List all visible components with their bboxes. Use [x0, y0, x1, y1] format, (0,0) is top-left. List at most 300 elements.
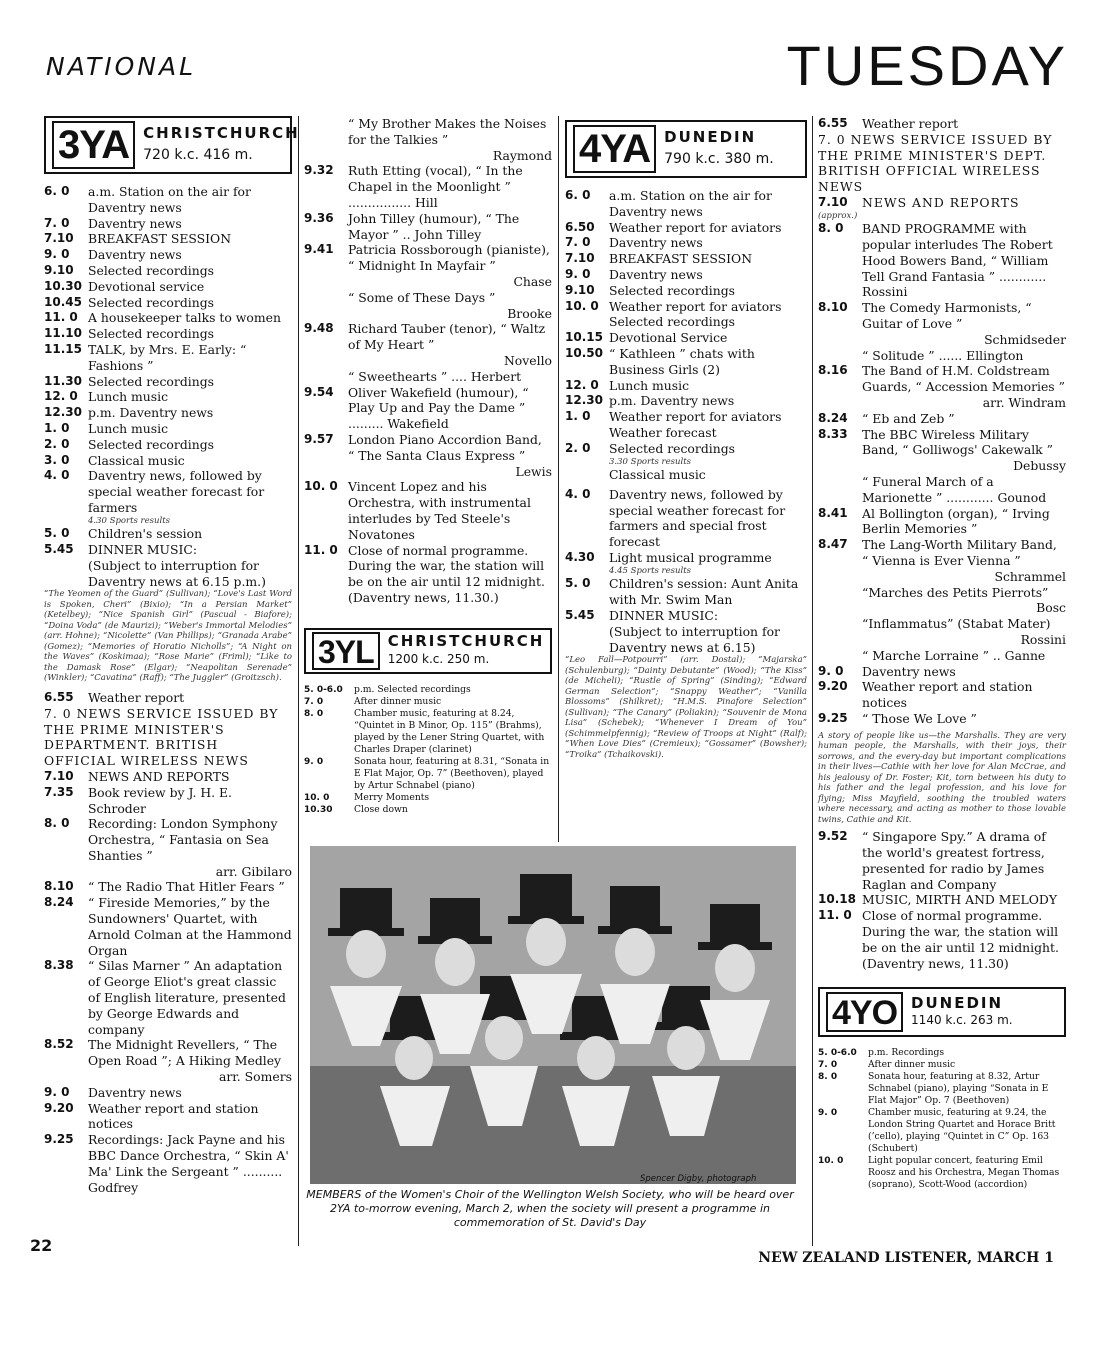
entry-text: p.m. Daventry news — [88, 405, 214, 421]
entry-text: “ The Radio That Hitler Fears ” — [88, 879, 285, 895]
station-city: CHRISTCHURCH — [143, 124, 300, 143]
entry-time: 3. 0 — [44, 452, 70, 467]
entry-text: Daventry news, followed by special weather forecast for farmers — [88, 468, 265, 515]
programme-entry — [44, 816, 292, 863]
entry-text: Classical music — [88, 452, 185, 468]
entry-time: 8.10 — [818, 300, 848, 315]
programme-entry — [44, 389, 292, 405]
programme-item: “ Sweethearts ” .... Herbert — [348, 368, 522, 384]
programme-entry — [565, 283, 807, 299]
approx-note: (approx.) — [818, 210, 858, 221]
news-service: 7. 0 NEWS SERVICE ISSUED BY THE PRIME MINISTER'S DEPT. BRITISH OFFICIAL WIRELESS NEWS — [818, 131, 1053, 195]
entry-text: “ Singapore Spy.” A drama of the world's greatest fortress, presented for radio by James Raglan and Company — [862, 829, 1046, 892]
photo-credit: Spencer Digby, photograph — [640, 1174, 757, 1184]
programme-entry — [44, 342, 292, 374]
entry-text: Daventry news — [88, 247, 182, 263]
entry-text: Daventry news — [88, 215, 182, 231]
entry-time: 11.10 — [44, 326, 82, 341]
column-4ya-continued — [818, 116, 1066, 1191]
composer: arr. Windram — [982, 395, 1066, 411]
programme-entry — [818, 506, 1066, 538]
station-city: CHRISTCHURCH — [387, 631, 545, 650]
entry-text: Children's session — [88, 526, 203, 542]
programme-entry — [44, 1132, 292, 1195]
programme-entry — [818, 711, 1066, 727]
entry-text: “ Those We Love ” — [862, 710, 977, 726]
entry-text: Close down — [354, 803, 408, 815]
entry-time: 5. 0-6.0 — [304, 684, 343, 695]
programme-entry — [565, 330, 807, 346]
entry-text: The BBC Wireless Military Band, “ Golliwogs' Cakewalk ” — [862, 426, 1053, 458]
station-call: 4YO — [826, 992, 903, 1032]
entry-time: 9.32 — [304, 163, 334, 178]
entry-time: 7. 0 — [565, 235, 591, 250]
entry-text: Book review by J. H. E. Schroder — [88, 784, 232, 816]
composer: Debussy — [1013, 458, 1066, 474]
entry-text: Merry Moments — [354, 791, 430, 803]
programme-entry — [818, 679, 1066, 711]
entry-text: BREAKFAST SESSION — [88, 231, 232, 247]
entry-text: Selected recordings — [88, 373, 214, 389]
entry-time: 8. 0 — [44, 816, 70, 831]
programme-entry — [44, 374, 292, 390]
programme-entry — [304, 792, 552, 804]
programme-entry — [304, 163, 552, 210]
dinner-note: (Subject to interruption for Daventry news at 6.15) — [609, 623, 780, 655]
station-frequency: 720 k.c. 416 m. — [143, 147, 253, 163]
entry-text: After dinner music — [868, 1059, 956, 1071]
composer: Brooke — [507, 305, 552, 321]
programme-entry — [818, 427, 1066, 459]
photo-caption: MEMBERS of the Women's Choir of the Wellington Welsh Society, who will be heard over 2YA to-morrow evening, March 2, when the society will present a programme in commemoration of St. David's Day — [306, 1188, 794, 1229]
programme-entry — [565, 409, 807, 441]
programme-entry — [818, 300, 1066, 332]
entry-time: 8. 0 — [304, 708, 324, 719]
entry-time: 8.24 — [44, 895, 74, 910]
programme-entry — [44, 785, 292, 817]
station-city: DUNEDIN — [911, 993, 1004, 1012]
entry-text: Richard Tauber (tenor), “ Waltz of My Heart ” — [348, 321, 546, 353]
entry-time: 8.41 — [818, 505, 848, 520]
entry-time: 10.30 — [304, 804, 333, 815]
programme-entry — [44, 421, 292, 437]
entry-time: 10.45 — [44, 294, 82, 309]
programme-item: “ Solitude ” ...... Ellington — [862, 347, 1024, 363]
programme-entry — [565, 220, 807, 236]
programme-entry — [818, 195, 1066, 211]
programme-entry — [818, 908, 1066, 971]
programme-item: “ Marche Lorraine ” .. Ganne — [862, 647, 1046, 663]
composer: Lewis — [515, 463, 552, 479]
entry-time: 9.25 — [818, 710, 848, 725]
programme-entry — [565, 299, 807, 331]
entry-text: a.m. Station on the air for Daventry news — [609, 188, 772, 219]
entry-text: DINNER MUSIC: — [609, 607, 718, 623]
entry-time: 8. 0 — [818, 221, 844, 236]
entry-time: 11. 0 — [304, 542, 338, 557]
composer: Raymond — [492, 147, 552, 163]
entry-text: Daventry news — [609, 266, 703, 282]
entry-time: 8.33 — [818, 426, 848, 441]
programme-item: “ Some of These Days ” — [348, 289, 496, 305]
column-rule — [558, 116, 559, 842]
entry-time: 7.10 — [44, 768, 74, 783]
entry-time: 7.35 — [44, 784, 74, 799]
dinner-music-list: “The Yeomen of the Guard” (Sullivan); “Love's Last Word is Spoken, Cheri” (Bixio); “In a Persian Market” (Ketelbey); “Nice Spanish Girl” (Pascual - Biafore); “Doina Voda” (de Maurizi); “Weber's Immortal Melodies” (arr. Hohne); “Nicolette” (Van Phillips); “Granada Arabe” (Gomez); “Memories of Horatio Nicholls”; “A Night on the Waves” (Koskimaa); “Rose Marie” (Friml); “Like to the Damask Rose” (Elgar); “Neapolitan Serenade” (Winkler); “Cavatina” (Raff); “The Juggler” (Groitzsch). — [44, 589, 292, 684]
programme-entry — [818, 411, 1066, 427]
station-logo-3yl — [304, 628, 552, 674]
entry-time: 4.30 — [565, 550, 595, 565]
entry-text: MUSIC, MIRTH AND MELODY — [862, 892, 1058, 908]
entry-time: 10.50 — [565, 345, 603, 360]
entry-text: Vincent Lopez and his Orchestra, with instrumental interludes by Ted Steele's Novatones — [348, 479, 531, 542]
entry-time: 9.41 — [304, 242, 334, 257]
entry-text: Weather report — [88, 689, 185, 705]
entry-time: 11. 0 — [44, 310, 78, 325]
station-logo-4yo — [818, 987, 1066, 1037]
arranger: arr. Gibilaro — [215, 863, 292, 879]
entry-time: 10.18 — [818, 892, 856, 907]
entry-text: “ Eb and Zeb ” — [862, 410, 955, 426]
entry-time: 4. 0 — [565, 486, 591, 501]
programme-entry — [44, 690, 292, 706]
entry-text: The Comedy Harmonists, “ Guitar of Love ” — [862, 300, 1032, 332]
entry-text: Children's session: Aunt Anita with Mr. Swim Man — [609, 576, 799, 608]
entry-text: After dinner music — [354, 695, 442, 707]
entry-time: 9. 0 — [44, 1084, 70, 1099]
entry-text: Lunch music — [88, 420, 169, 436]
entry-time: 10. 0 — [565, 298, 599, 313]
programme-entry — [304, 242, 552, 274]
station-city: DUNEDIN — [664, 128, 757, 147]
station-frequency: 1140 k.c. 263 m. — [911, 1013, 1013, 1028]
entry-text: Chamber music, featuring at 8.24, “Quintet in B Minor, Op. 115” (Brahms), played by the Lener String Quartet, with Charles Draper (clarinet) — [354, 707, 545, 755]
entry-time: 4. 0 — [44, 468, 70, 483]
column-rule — [812, 116, 813, 1246]
programme-entry — [565, 235, 807, 251]
column-3ya — [44, 116, 300, 1195]
programme-entry — [304, 708, 552, 756]
entry-time: 10.30 — [44, 278, 82, 293]
entry-text: “ Silas Marner ” An adaptation of George Eliot's great classic of English literature, presented by George Edwards and company — [88, 958, 286, 1037]
entry-text: DINNER MUSIC: — [88, 542, 197, 558]
entry-time: 6.55 — [44, 689, 74, 704]
entry-time: 6.50 — [565, 219, 595, 234]
entry-text: The Lang-Worth Military Band, “ Vienna is Ever Vienna ” — [862, 537, 1057, 569]
column-4ya — [565, 116, 807, 760]
entry-time: 11. 0 — [818, 908, 852, 923]
entry-time: 12.30 — [44, 405, 82, 420]
programme-entry — [44, 453, 292, 469]
entry-text: The Band of H.M. Coldstream Guards, “ Accession Memories ” — [862, 363, 1065, 395]
entry-text: Selected recordings — [88, 436, 214, 452]
entry-text: a.m. Station on the air for Daventry news — [88, 184, 251, 215]
entry-text: Light popular concert, featuring Emil Roosz and his Orchestra, Megan Thomas (soprano), Scott-Wood (accordion) — [868, 1155, 1060, 1191]
entry-text: BAND PROGRAMME with popular interludes The Robert Hood Bowers Band, “ William Tell Grand Fantasia ” ............ Rossini — [862, 221, 1053, 300]
entry-time: 9.10 — [565, 282, 595, 297]
programme-entry — [44, 879, 292, 895]
entry-time: 7. 0 — [818, 1060, 838, 1071]
entry-time: 1. 0 — [44, 420, 70, 435]
entry-time: 5. 0-6.0 — [818, 1048, 857, 1059]
entry-time: 5.45 — [44, 542, 74, 557]
entry-text: p.m. Recordings — [868, 1047, 945, 1059]
entry-time: 11.30 — [44, 373, 82, 388]
programme-description: A story of people like us—the Marshalls. They are very human people, the Marshalls, with their joys, their sorrows, and the every-day but important complications in their lives—Cathie with her love for Alan McCrae, and his jealousy of Dr. Foster; Kit, torn between his duty to his father and the legal profession, and his love for flying; Miss Mayfield, soothing the troubled waters where necessary, and acting as mother to those lovable twins, Cathie and Kit. — [818, 730, 1066, 825]
entry-text: Selected recordings — [609, 440, 735, 456]
entry-text: Selected recordings — [88, 326, 214, 342]
programme-entry — [818, 221, 1066, 300]
programme-entry — [44, 437, 292, 453]
entry-time: 1. 0 — [565, 409, 591, 424]
entry-text: Sonata hour, featuring at 8.32, Artur Schnabel (piano), playing “Sonata in E Flat Major” Op. 7 (Beethoven) — [868, 1071, 1049, 1107]
programme-entry — [304, 479, 552, 542]
programme-item: “ Funeral March of a Marionette ” ............ Gounod — [862, 474, 1047, 505]
programme-entry — [818, 537, 1066, 569]
station-call: 3YL — [312, 632, 380, 670]
arranger: arr. Somers — [218, 1069, 292, 1085]
programme-entry — [818, 829, 1066, 892]
station-call: 4YA — [573, 125, 656, 173]
entry-time: 5. 0 — [44, 526, 70, 541]
composer: Schmidseder — [984, 331, 1066, 347]
entry-text: Al Bollington (organ), “ Irving Berlin Memories ” — [862, 505, 1050, 537]
programme-item: Classical music — [609, 467, 706, 483]
station-logo-4ya — [565, 120, 807, 178]
programme-entry — [44, 184, 292, 216]
column-rule — [298, 116, 299, 1246]
entry-time: 8.38 — [44, 958, 74, 973]
station-call: 3YA — [52, 121, 135, 169]
programme-entry — [304, 756, 552, 792]
entry-text: Devotional service — [88, 278, 205, 294]
entry-time: 9. 0 — [304, 756, 324, 767]
entry-text: Devotional Service — [609, 330, 728, 346]
programme-entry — [818, 116, 1066, 132]
programme-entry — [818, 1107, 1066, 1155]
entry-time: 8.10 — [44, 879, 74, 894]
programme-entry — [565, 188, 807, 220]
entry-text: John Tilley (humour), “ The Mayor ” .. John Tilley — [348, 210, 520, 242]
entry-time: 6.55 — [818, 116, 848, 130]
entry-text: BREAKFAST SESSION — [609, 251, 753, 267]
composer: Novello — [503, 352, 552, 368]
programme-entry — [565, 608, 807, 624]
entry-text: Lunch music — [88, 389, 169, 405]
entry-time: 9.48 — [304, 321, 334, 336]
entry-time: 8.52 — [44, 1037, 74, 1052]
entry-text: Selected recordings — [88, 294, 214, 310]
entry-text: Oliver Wakefield (humour), “ Play Up and Pay the Dame ” ......... Wakefield — [348, 384, 529, 432]
entry-text: TALK, by Mrs. E. Early: “ Fashions ” — [88, 341, 247, 373]
entry-time: 8.47 — [818, 537, 848, 552]
entry-text: Weather report and station notices — [862, 679, 1033, 711]
entry-text: Close of normal programme. During the war, the station will be on the air until 12 midnight. (Daventry news, 11.30.) — [348, 542, 545, 605]
sports-results: 4.30 Sports results — [88, 515, 170, 526]
programme-entry — [44, 769, 292, 785]
composer: Bosc — [1036, 600, 1066, 616]
news-service: 7. 0 NEWS SERVICE ISSUED BY THE PRIME MINISTER'S DEPARTMENT. BRITISH OFFICIAL WIRELESS NEWS — [44, 705, 279, 769]
entry-time: 7. 0 — [304, 696, 324, 707]
programme-entry — [44, 1101, 292, 1133]
entry-time: 10. 0 — [304, 792, 330, 803]
entry-time: 12. 0 — [565, 377, 599, 392]
entry-text: Weather report for aviators — [609, 219, 782, 235]
entry-text: “ Fireside Memories,” by the Sundowners' Quartet, with Arnold Colman at the Hammond Organ — [88, 895, 292, 958]
programme-entry — [818, 1059, 1066, 1071]
station-frequency: 1200 k.c. 250 m. — [387, 651, 490, 666]
programme-entry — [44, 216, 292, 232]
programme-entry — [44, 231, 292, 247]
entry-text: Weather report and station notices — [88, 1100, 259, 1132]
programme-entry — [44, 247, 292, 263]
entry-text: Light musical programme — [609, 550, 772, 566]
entry-time: 9. 0 — [44, 247, 70, 262]
entry-text: The Midnight Revellers, “ The Open Road ”; A Hiking Medley — [88, 1037, 282, 1069]
programme-entry — [818, 363, 1066, 395]
entry-text: Sonata hour, featuring at 8.31, “Sonata in E Flat Major, Op. 7” (Beethoven), played by Artur Schnabel (piano) — [354, 755, 550, 791]
programme-entry — [44, 405, 292, 421]
entry-time: 2. 0 — [565, 440, 591, 455]
entry-text: Weather report for aviators Weather forecast — [609, 409, 782, 440]
programme-entry — [565, 550, 807, 566]
programme-item: “Marches des Petits Pierrots” — [862, 584, 1049, 600]
programme-entry — [44, 468, 292, 515]
entry-text: Recording: London Symphony Orchestra, “ Fantasia on Sea Shanties ” — [88, 816, 278, 863]
composer: Rossini — [1020, 632, 1066, 647]
entry-text: Daventry news — [88, 1084, 182, 1100]
programme-entry — [565, 267, 807, 283]
entry-text: Patricia Rossborough (pianiste), “ Midnight In Mayfair ” — [348, 242, 550, 274]
entry-time: 9. 0 — [818, 663, 844, 678]
entry-time: 10. 0 — [818, 1156, 844, 1167]
programme-entry — [44, 326, 292, 342]
composer: Schrammel — [994, 568, 1066, 584]
entry-time: 9.36 — [304, 210, 334, 225]
column-3ya-continued — [304, 116, 552, 816]
programme-entry — [565, 441, 807, 457]
entry-time: 12. 0 — [44, 389, 78, 404]
entry-time: 9.10 — [44, 262, 74, 277]
entry-text: Lunch music — [609, 377, 690, 393]
programme-entry — [818, 1071, 1066, 1107]
programme-entry — [818, 1047, 1066, 1059]
programme-entry — [44, 310, 292, 326]
page-number: 22 — [30, 1236, 53, 1255]
entry-text: Daventry news, followed by special weather forecast for farmers and special frost forecast — [609, 486, 786, 550]
programme-entry — [304, 321, 552, 353]
dinner-music-list: “Leo Fall—Potpourri” (arr. Dostal); “Majarska” (Schulenburg); “Dainty Debutante” (Wood); “The Kiss” (de Micheli); “Rustle of Spring” (Sinding); “Edward German Selection”; “Snappy Weather”; “Vanilla Blossoms” (Shilkret); “H.M.S. Pinafore Selection” (Sullivan); “The Canary” (Poliakin); “Souvenir de Mona Lisa” (Schebek); “Whenever I Dream of You” (Schimmelpfennig); “Review of Troops at Night” (Ralf); “When Love Dies” (Cremieux); “Gossamer” (Bowsher); “Troika” (Tchaikovski). — [565, 655, 807, 760]
entry-time: 5.45 — [565, 607, 595, 622]
entry-time: 7.10 — [818, 194, 848, 209]
publication-footer: NEW ZEALAND LISTENER, MARCH 1 — [758, 1250, 1054, 1266]
programme-entry — [44, 895, 292, 958]
station-frequency: 790 k.c. 380 m. — [664, 151, 774, 167]
programme-entry — [304, 543, 552, 606]
entry-time: 8.16 — [818, 363, 848, 378]
station-logo-3ya — [44, 116, 300, 174]
entry-time: 9.25 — [44, 1132, 74, 1147]
entry-text: Selected recordings — [609, 282, 735, 298]
entry-text: p.m. Selected recordings — [354, 683, 471, 695]
entry-time: 9.52 — [818, 829, 848, 844]
entry-time: 5. 0 — [565, 576, 591, 591]
entry-time: 7.10 — [44, 231, 74, 246]
entry-text: London Piano Accordion Band, “ The Santa Claus Express ” — [348, 431, 542, 463]
entry-time: 8.24 — [818, 410, 848, 425]
entry-time: 9.20 — [44, 1100, 74, 1115]
programme-item: “Inflammatus” (Stabat Mater) — [862, 616, 1051, 632]
sports-results: 4.45 Sports results — [609, 565, 691, 576]
programme-entry — [818, 892, 1066, 908]
programme-item: “ My Brother Makes the Noises for the Talkies ” — [348, 116, 547, 147]
choir-photo-illustration — [310, 846, 796, 1184]
programme-entry — [565, 487, 807, 550]
entry-text: Daventry news — [609, 235, 703, 251]
entry-text: Close of normal programme. During the war, the station will be on the air until 12 midnight. (Daventry news, 11.30) — [862, 908, 1059, 971]
programme-entry — [304, 696, 552, 708]
entry-text: Chamber music, featuring at 9.24, the London String Quartet and Horace Britt (’cello), playing “Quintet in C” Op. 163 (Schubert) — [868, 1107, 1056, 1155]
programme-entry — [304, 211, 552, 243]
entry-text: A housekeeper talks to women — [88, 310, 281, 326]
programme-entry — [565, 346, 807, 378]
entry-time: 9.54 — [304, 384, 334, 399]
entry-time: 6. 0 — [565, 188, 591, 202]
programme-entry — [44, 1085, 292, 1101]
entry-text: Daventry news — [862, 663, 956, 679]
programme-entry — [44, 542, 292, 558]
entry-text: NEWS AND REPORTS — [88, 768, 230, 784]
entry-text: Weather report for aviators Selected recordings — [609, 298, 782, 330]
entry-time: 12.30 — [565, 393, 603, 408]
entry-text: p.m. Daventry news — [609, 393, 735, 409]
entry-time: 10. 0 — [304, 479, 338, 494]
entry-time: 11.15 — [44, 341, 82, 356]
choir-photograph — [310, 846, 796, 1184]
programme-entry — [565, 378, 807, 394]
programme-entry — [44, 1037, 292, 1069]
entry-time: 9.20 — [818, 679, 848, 694]
entry-time: 10.15 — [565, 330, 603, 345]
programme-entry — [565, 576, 807, 608]
programme-entry — [44, 526, 292, 542]
sports-results: 3.30 Sports results — [609, 456, 691, 467]
programme-entry — [44, 279, 292, 295]
day-title: TUESDAY — [786, 34, 1068, 97]
composer: Chase — [513, 273, 552, 289]
entry-text: NEWS AND REPORTS — [862, 194, 1020, 210]
programme-entry — [304, 385, 552, 432]
entry-time: 9.57 — [304, 431, 334, 446]
entry-time: 9. 0 — [565, 266, 591, 281]
programme-entry — [818, 664, 1066, 680]
entry-time: 6. 0 — [44, 184, 70, 198]
entry-time: 7.10 — [565, 251, 595, 266]
programme-entry — [818, 1155, 1066, 1191]
programme-entry — [44, 958, 292, 1037]
entry-time: 8. 0 — [818, 1072, 838, 1083]
programme-entry — [44, 263, 292, 279]
entry-text: Selected recordings — [88, 262, 214, 278]
entry-time: 9. 0 — [818, 1108, 838, 1119]
entry-time: 7. 0 — [44, 215, 70, 230]
dinner-note: (Subject to interruption for Daventry news at 6.15 p.m.) — [88, 557, 266, 589]
entry-time: 2. 0 — [44, 436, 70, 451]
programme-entry — [304, 804, 552, 816]
entry-text: Ruth Etting (vocal), “ In the Chapel in the Moonlight ” ................ Hill — [348, 163, 523, 210]
programme-entry — [565, 393, 807, 409]
programme-entry — [44, 295, 292, 311]
